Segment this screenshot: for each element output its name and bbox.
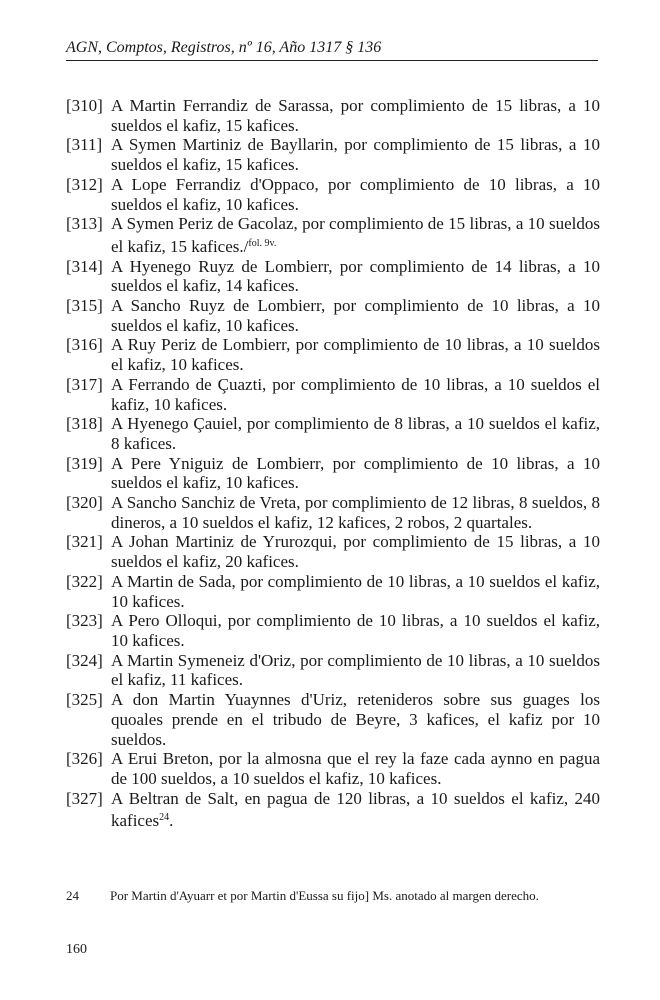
entry-325 — [66, 690, 600, 749]
footnote-number: 24 — [66, 888, 79, 903]
entry-310 — [66, 96, 600, 135]
entry-number: [324] — [66, 650, 103, 670]
entry-number: [311] — [66, 135, 103, 155]
entry-319 — [66, 454, 600, 493]
entry-number: [313] — [66, 214, 103, 234]
entry-text-with-folio — [111, 214, 600, 256]
entry-313 — [66, 214, 600, 256]
entry-list — [66, 96, 600, 831]
entry-number: [326] — [66, 749, 103, 769]
entry-317 — [66, 375, 600, 414]
entry-number: [321] — [66, 532, 103, 552]
entry-number: [322] — [66, 571, 103, 591]
entry-text: A Ferrando de Çuazti, por complimiento de 10 libras, a 10 sueldos el kafiz, 10 kafices. — [111, 374, 600, 414]
entry-number: [327] — [66, 788, 103, 808]
entry-text: A Johan Martiniz de Yrurozqui, por complimiento de 15 libras, a 10 sueldos el kafiz, 20 kafices. — [111, 532, 600, 572]
entry-text: A Symen Periz de Gacolaz, por complimiento de 15 libras, a 10 sueldos el kafiz, 15 kafices./ — [111, 214, 600, 256]
entry-text: A Martin de Sada, por complimiento de 10 libras, a 10 sueldos el kafiz, 10 kafices. — [111, 571, 600, 611]
footnote-text: Por Martin d'Ayuarr et por Martin d'Eussa su fijo] Ms. anotado al margen derecho. — [110, 888, 539, 903]
entry-312 — [66, 175, 600, 214]
running-header: AGN, Comptos, Registros, nº 16, Año 1317 § 136 — [66, 39, 382, 56]
entry-text: A Symen Martiniz de Bayllarin, por complimiento de 15 libras, a 10 sueldos el kafiz, 15 kafices. — [111, 135, 600, 175]
entry-321 — [66, 532, 600, 571]
folio-marker: fol. 9v. — [248, 237, 277, 249]
entry-326 — [66, 749, 600, 788]
entry-text: A Martin Symeneiz d'Oriz, por complimiento de 10 libras, a 10 sueldos el kafiz, 11 kafices. — [111, 650, 600, 690]
entry-316 — [66, 335, 600, 374]
entry-number: [325] — [66, 690, 103, 710]
entry-text: A Lope Ferrandiz d'Oppaco, por complimiento de 10 libras, a 10 sueldos el kafiz, 10 kafices. — [111, 174, 600, 214]
entry-number: [318] — [66, 414, 103, 434]
entry-number: [312] — [66, 174, 103, 194]
entry-text: A Hyenego Ruyz de Lombierr, por complimiento de 14 libras, a 10 sueldos el kafiz, 14 kafices. — [111, 256, 600, 296]
entry-number: [319] — [66, 453, 103, 473]
entry-number: [310] — [66, 96, 103, 115]
entry-text-with-note — [111, 789, 600, 831]
entry-text: A don Martin Yuaynnes d'Uriz, retenideros sobre sus guages los quoales prende en el tribudo de Beyre, 3 kafices, el kafiz por 10 sueldos. — [111, 690, 600, 749]
entry-text: A Ruy Periz de Lombierr, por complimiento de 10 libras, a 10 sueldos el kafiz, 10 kafices. — [111, 335, 600, 375]
entry-322 — [66, 572, 600, 611]
entry-text: A Sancho Ruyz de Lombierr, por complimiento de 10 libras, a 10 sueldos el kafiz, 10 kafices. — [111, 296, 600, 335]
entry-315 — [66, 296, 600, 335]
entry-text: A Pero Olloqui, por complimiento de 10 libras, a 10 sueldos el kafiz, 10 kafices. — [111, 611, 600, 650]
footnote — [66, 888, 598, 904]
entry-text: A Beltran de Salt, en pagua de 120 libras, a 10 sueldos el kafiz, 240 kafices — [111, 788, 600, 831]
entry-311 — [66, 135, 600, 174]
entry-text: A Sancho Sanchiz de Vreta, por complimiento de 12 libras, 8 sueldos, 8 dineros, a 10 sueldos el kafiz, 12 kafices, 2 robos, 2 quartales. — [111, 493, 600, 532]
entry-number: [315] — [66, 296, 103, 316]
entry-text: A Martin Ferrandiz de Sarassa, por complimiento de 15 libras, a 10 sueldos el kafiz, 15 kafices. — [111, 96, 600, 135]
entry-text-suffix: . — [169, 811, 174, 831]
page-number: 160 — [66, 942, 87, 957]
footnote-reference: 24 — [159, 812, 170, 824]
header-rule — [66, 60, 598, 61]
entry-327 — [66, 789, 600, 831]
entry-314 — [66, 257, 600, 296]
entry-324 — [66, 651, 600, 690]
entry-text: A Erui Breton, por la almosna que el rey la faze cada aynno en pagua de 100 sueldos, a 10 sueldos el kafiz, 10 kafices. — [111, 749, 600, 788]
entry-text: A Hyenego Çauiel, por complimiento de 8 libras, a 10 sueldos el kafiz, 8 kafices. — [111, 414, 600, 453]
entry-number: [317] — [66, 374, 103, 394]
entry-number: [316] — [66, 335, 103, 355]
entry-number: [314] — [66, 256, 103, 276]
entry-320 — [66, 493, 600, 532]
entry-number: [320] — [66, 493, 103, 513]
entry-text: A Pere Yniguiz de Lombierr, por complimiento de 10 libras, a 10 sueldos el kafiz, 10 kafices. — [111, 453, 600, 493]
entry-318 — [66, 414, 600, 453]
entry-number: [323] — [66, 611, 103, 631]
entry-323 — [66, 611, 600, 650]
